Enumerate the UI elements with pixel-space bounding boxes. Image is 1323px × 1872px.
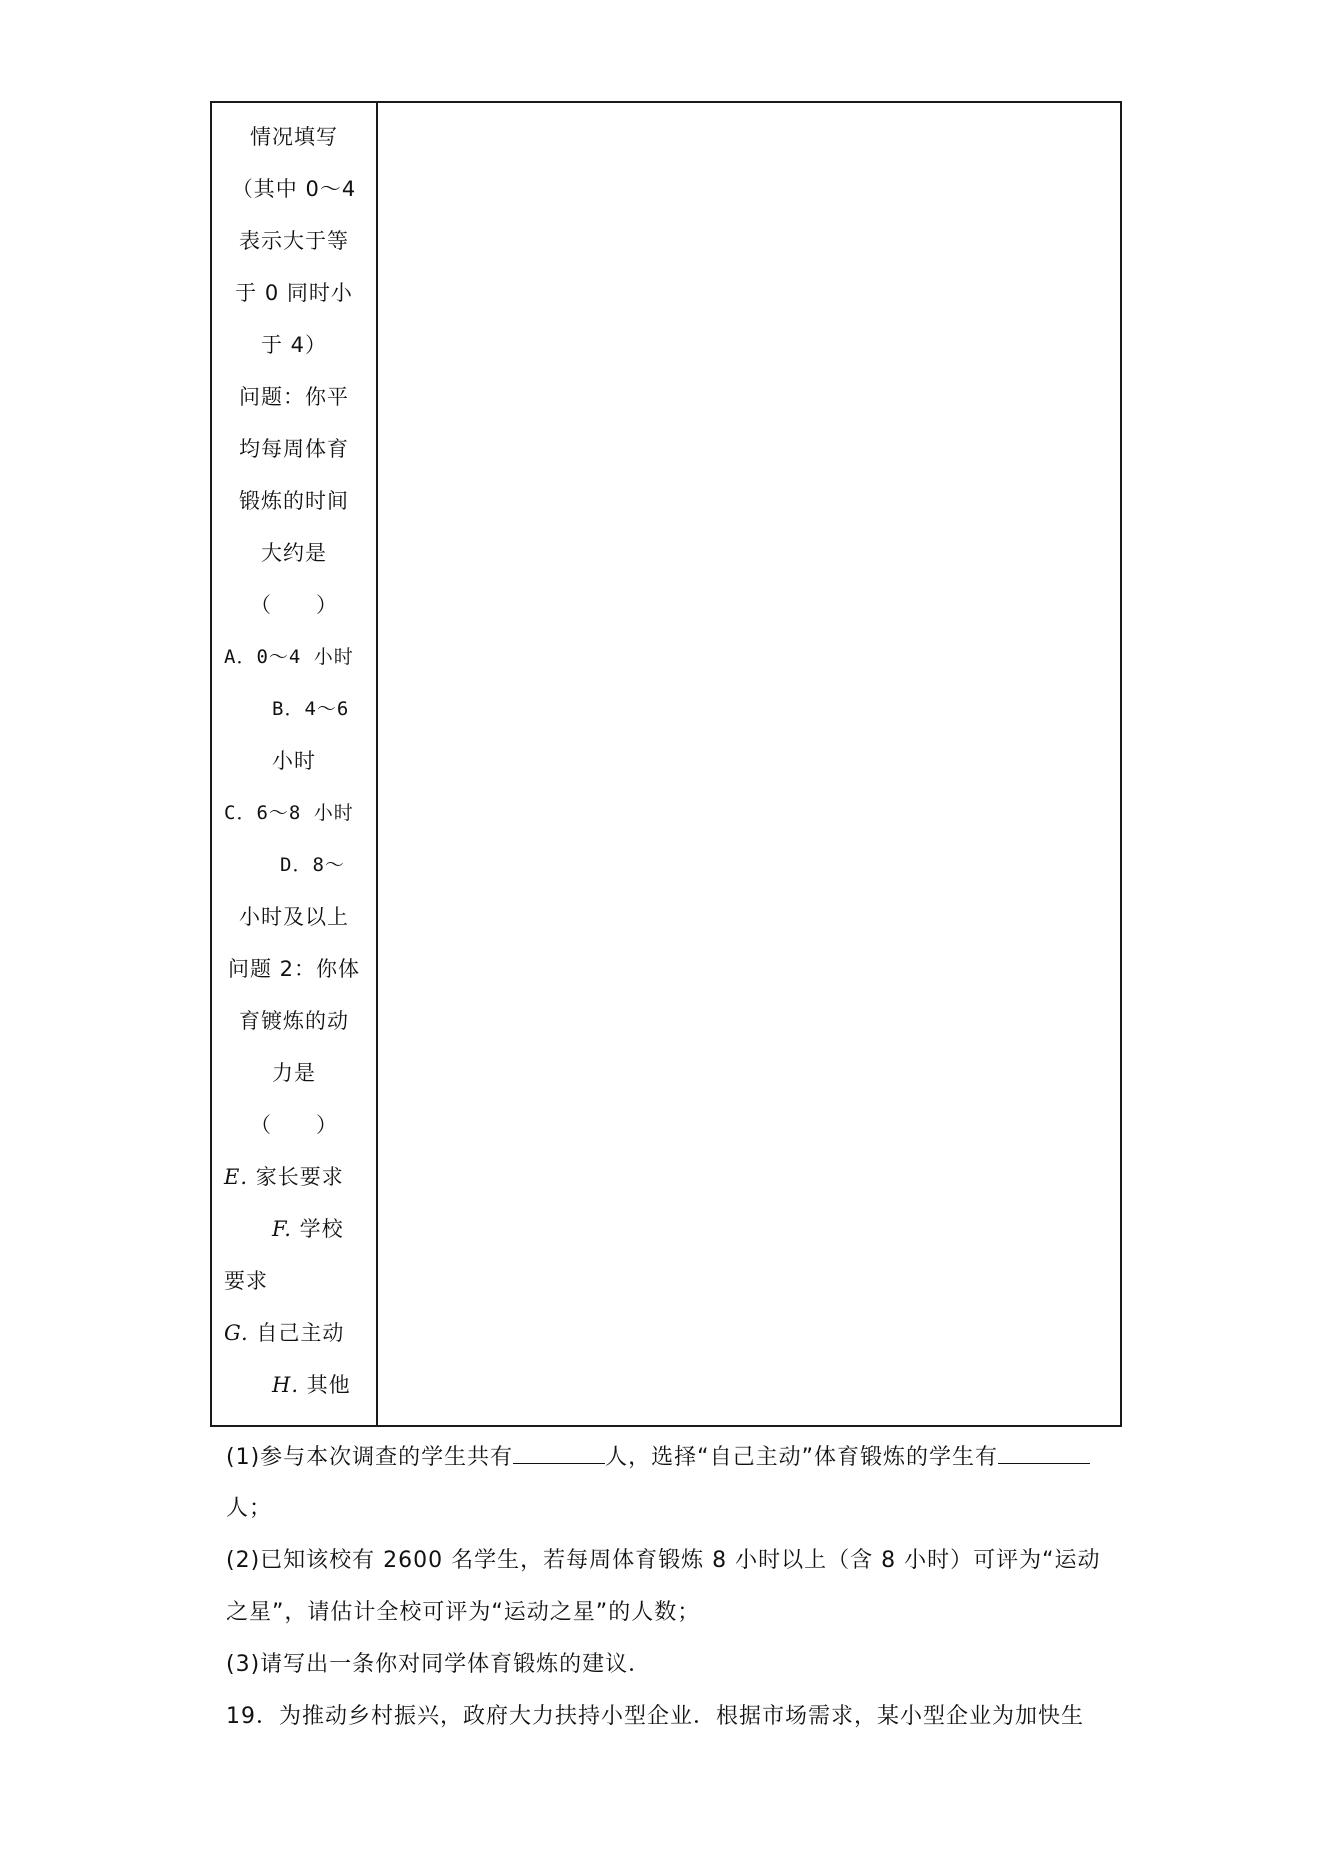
- option-h: [272, 1365, 351, 1405]
- cell-line: 小时及以上: [239, 905, 349, 929]
- survey-table: [210, 101, 1122, 1427]
- question-1-part2: 人，选择“自己主动”体育锻炼的学生有: [605, 1445, 998, 1470]
- cell-line: 均每周体育: [239, 437, 349, 461]
- option-e-text: 家长要求: [255, 1165, 344, 1189]
- answer-blank-total[interactable]: [513, 1437, 605, 1464]
- cell-line: 大约是: [261, 541, 327, 565]
- question-2-line1: (2)已知该校有 2600 名学生，若每周体育锻炼 8 小时以上（含 8 小时）可评为“运动: [226, 1548, 1101, 1573]
- option-h-text: 其他: [306, 1373, 351, 1397]
- option-g: [224, 1313, 344, 1353]
- cell-line: 情况填写: [250, 125, 338, 149]
- question-1-end: 人；: [226, 1496, 273, 1521]
- question-2-text: 问题 2：你体: [227, 957, 361, 981]
- cell-line: （其中 0～4: [231, 177, 357, 201]
- option-f-text: 学校: [299, 1217, 344, 1241]
- cell-line: 表示大于等: [239, 229, 349, 253]
- option-f: [272, 1209, 344, 1249]
- answer-bracket: （ ）: [250, 593, 338, 617]
- option-c: C．6～8 小时: [224, 802, 354, 824]
- cell-line: 锻炼的时间: [239, 489, 349, 513]
- option-d: D．8～: [280, 854, 345, 876]
- question-19: 19．为推动乡村振兴，政府大力扶持小型企业．根据市场需求，某小型企业为加快生: [226, 1704, 1084, 1729]
- cell-line: 育镀炼的动: [239, 1009, 349, 1033]
- question-1-text: 问题：你平: [239, 385, 349, 409]
- option-h-label: H.: [272, 1373, 299, 1397]
- cell-line: 小时: [272, 749, 316, 773]
- option-g-text: 自己主动: [256, 1321, 345, 1345]
- option-e: [224, 1157, 344, 1197]
- answer-blank-self-motivated[interactable]: [998, 1437, 1090, 1464]
- survey-question-cell: [212, 103, 378, 1425]
- question-1-part1: (1)参与本次调查的学生共有: [226, 1445, 514, 1470]
- option-a: A．0～4 小时: [224, 646, 354, 668]
- option-b: B．4～6: [272, 698, 350, 720]
- option-f-label: F.: [272, 1217, 292, 1241]
- cell-line: 于 0 同时小: [235, 281, 353, 305]
- option-e-label: E.: [224, 1165, 249, 1189]
- answer-bracket: （ ）: [250, 1113, 338, 1137]
- cell-line: 力是: [272, 1061, 316, 1085]
- question-3: (3)请写出一条你对同学体育锻炼的建议．: [226, 1652, 652, 1677]
- question-1: [226, 1437, 1090, 1477]
- question-2-line2: 之星”，请估计全校可评为“运动之星”的人数；: [226, 1600, 701, 1625]
- cell-line: 于 4）: [260, 333, 328, 357]
- cell-line: 要求: [224, 1269, 268, 1293]
- option-g-label: G.: [224, 1321, 249, 1345]
